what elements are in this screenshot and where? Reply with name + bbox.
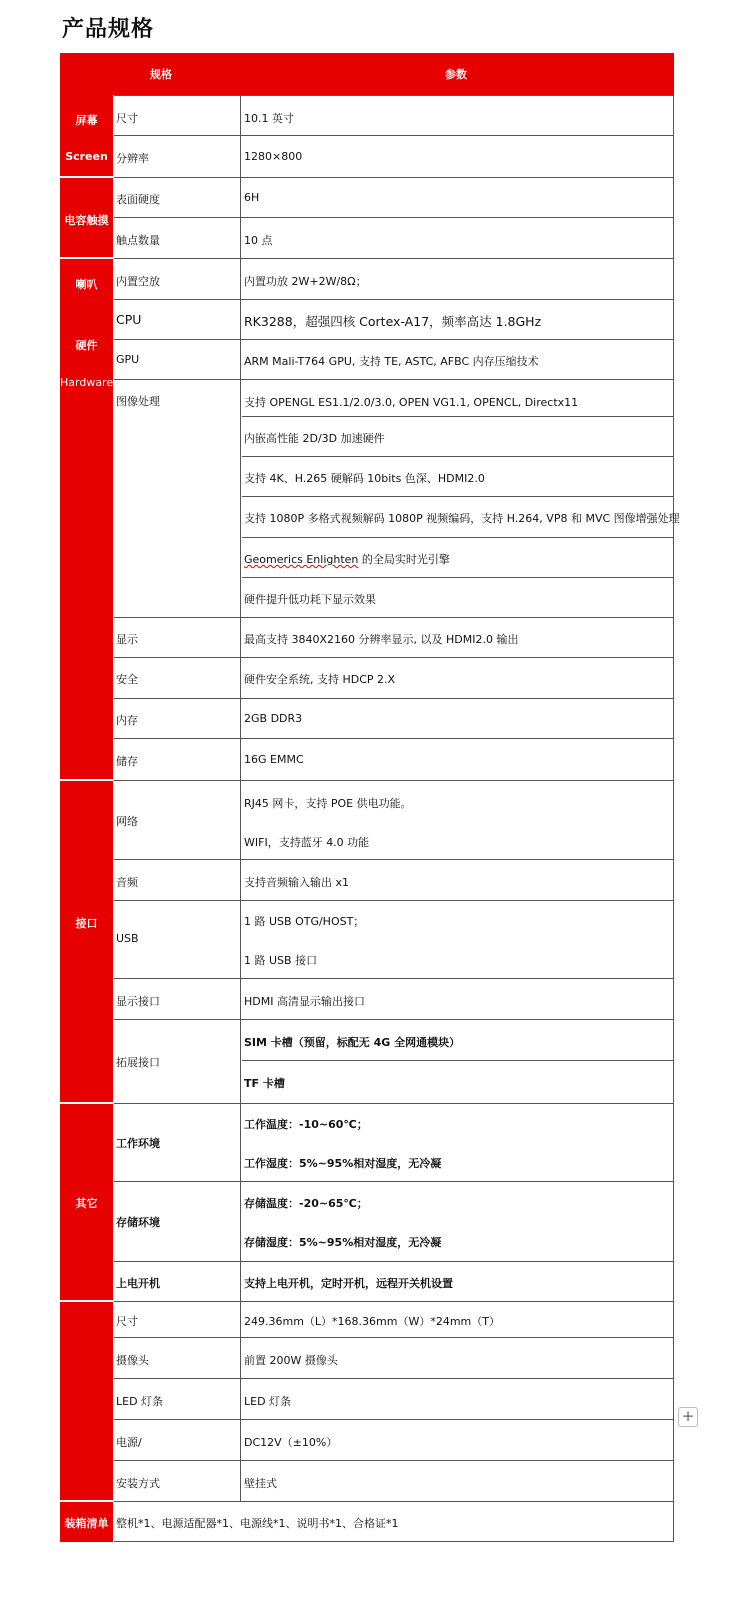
row-value: 内嵌高性能 2D/3D 加速硬件 — [244, 432, 385, 445]
row-value: 1 路 USB OTG/HOST； — [244, 915, 365, 928]
table-row — [114, 1461, 674, 1502]
row-value: 整机*1、电源适配器*1、电源线*1、说明书*1、合格证*1 — [116, 1517, 399, 1530]
row-value: ARM Mali-T764 GPU, 支持 TE, ASTC, AFBC 内存压缩技术 — [244, 355, 539, 368]
row-value: TF 卡槽 — [244, 1077, 285, 1090]
row-value: 6H — [244, 191, 260, 204]
category-screen — [60, 95, 113, 178]
row-value: 16G EMMC — [244, 753, 304, 766]
row-value-part: 的全局实时光引擎 — [358, 553, 450, 566]
category-interface-label: 接口 — [75, 917, 98, 930]
row-label: 拓展接口 — [116, 1056, 160, 1069]
table-row — [114, 658, 674, 699]
table-row — [114, 136, 674, 178]
sub-row — [242, 456, 674, 496]
row-value: 存储湿度：5%~95%相对湿度，无冷凝 — [244, 1236, 442, 1249]
row-value: LED 灯条 — [244, 1395, 292, 1408]
table-row — [114, 901, 674, 979]
row-label: 尺寸 — [116, 112, 138, 125]
table-row — [114, 1020, 674, 1104]
category-screen-en-label: Screen — [65, 150, 108, 163]
category-speaker-label: 喇叭 — [75, 278, 98, 291]
category-hardware-label: 硬件 — [75, 339, 98, 352]
row-value: 工作湿度：5%~95%相对湿度，无冷凝 — [244, 1157, 442, 1170]
add-button[interactable]: + — [678, 1407, 698, 1427]
row-value: 硬件提升低功耗下显示效果 — [244, 593, 376, 606]
table-row — [114, 1420, 674, 1461]
category-packing — [60, 1502, 113, 1542]
table-row — [114, 1104, 674, 1182]
table-row — [114, 259, 674, 300]
category-physical — [60, 1302, 113, 1502]
row-label: 储存 — [116, 755, 138, 768]
row-value: RK3288，超强四核 Cortex-A17，频率高达 1.8GHz — [244, 314, 542, 329]
row-label: 内置空放 — [116, 275, 160, 288]
row-label: 电源/ — [116, 1436, 142, 1449]
table-row — [114, 1182, 674, 1262]
table-row — [114, 618, 674, 658]
table-row — [114, 1379, 674, 1420]
table-row — [114, 979, 674, 1020]
row-value: SIM 卡槽（预留，标配无 4G 全网通模块） — [244, 1036, 461, 1049]
category-other-label: 其它 — [75, 1197, 98, 1210]
row-value: 支持音频输入输出 x1 — [244, 876, 350, 889]
row-value: DC12V（±10%） — [244, 1436, 338, 1449]
table-row — [114, 300, 674, 340]
row-value: 前置 200W 摄像头 — [244, 1354, 338, 1367]
row-label: 音频 — [116, 876, 138, 889]
table-row — [114, 340, 674, 380]
row-value: WIFI，支持蓝牙 4.0 功能 — [244, 836, 370, 849]
category-hardware — [60, 259, 113, 781]
row-value: 10 点 — [244, 234, 273, 247]
row-label: 表面硬度 — [116, 193, 160, 206]
row-label: 摄像头 — [116, 1354, 149, 1367]
table-row — [114, 1262, 674, 1302]
header-spec: 规格 — [150, 68, 172, 81]
category-screen-label: 屏幕 — [75, 114, 98, 127]
row-label: 内存 — [116, 714, 138, 727]
table-row — [114, 699, 674, 739]
row-label: 网络 — [116, 815, 138, 828]
row-value: 2GB DDR3 — [244, 712, 303, 725]
row-value: 1280×800 — [244, 150, 303, 163]
category-touch-label: 电容触摸 — [64, 214, 109, 227]
table-row — [114, 860, 674, 901]
row-label: 触点数量 — [116, 234, 160, 247]
row-label: 存储环境 — [116, 1216, 160, 1229]
table-row — [114, 1338, 674, 1379]
row-value: HDMI 高清显示输出接口 — [244, 995, 365, 1008]
row-value: 1 路 USB 接口 — [244, 954, 318, 967]
row-label: LED 灯条 — [116, 1395, 164, 1408]
table-row — [114, 739, 674, 781]
table-row — [114, 380, 680, 618]
row-value — [244, 551, 450, 567]
row-value: 内置功放 2W+2W/8Ω； — [244, 275, 367, 288]
table-row — [114, 218, 674, 259]
row-label: 显示 — [116, 633, 138, 646]
row-value: 10.1 英寸 — [244, 112, 294, 125]
category-interface — [60, 781, 113, 1104]
header-param: 参数 — [445, 68, 467, 81]
category-other — [60, 1104, 113, 1302]
table-header — [60, 53, 674, 95]
row-value: 壁挂式 — [244, 1477, 277, 1490]
row-value: 最高支持 3840X2160 分辨率显示, 以及 HDMI2.0 输出 — [244, 633, 519, 646]
row-value: 支持 OPENGL ES1.1/2.0/3.0, OPEN VG1.1, OPENCL, Directx11 — [244, 396, 579, 409]
sub-row — [242, 1060, 674, 1104]
row-value: 工作温度：-10~60℃； — [244, 1118, 368, 1131]
table-row — [114, 178, 674, 218]
row-label: 图像处理 — [116, 395, 160, 408]
row-label: GPU — [116, 353, 140, 366]
sub-row — [242, 537, 674, 577]
category-hardware-en-label: Hardware — [60, 376, 114, 389]
row-value: 支持 4K、H.265 硬解码 10bits 色深、HDMI2.0 — [244, 472, 485, 485]
row-label: 分辨率 — [116, 152, 149, 165]
row-value: 支持 1080P 多格式视频解码 1080P 视频编码，支持 H.264, VP8 和 MVC 图像增强处理 — [244, 512, 680, 525]
sub-row — [242, 416, 674, 456]
row-label: CPU — [116, 312, 142, 327]
row-value: 249.36mm（L）*168.36mm（W）*24mm（T） — [244, 1315, 500, 1328]
row-value: 支持上电开机，定时开机，远程开关机设置 — [244, 1277, 453, 1290]
category-touch — [60, 178, 113, 259]
row-value: 硬件安全系统, 支持 HDCP 2.X — [244, 673, 396, 686]
table-row — [114, 1302, 674, 1338]
page-title: 产品规格 — [62, 17, 155, 42]
row-label: 上电开机 — [116, 1277, 160, 1290]
row-label: USB — [116, 932, 139, 945]
sub-row — [242, 496, 680, 537]
row-value-part: Geomerics Enlighten — [244, 553, 359, 566]
row-label: 尺寸 — [116, 1315, 138, 1328]
row-value: 存储温度：-20~65℃； — [244, 1197, 368, 1210]
table-row — [114, 781, 674, 860]
row-label: 显示接口 — [116, 995, 160, 1008]
row-label: 安装方式 — [116, 1477, 160, 1490]
row-label: 安全 — [116, 673, 138, 686]
category-packing-label: 装箱清单 — [64, 1517, 109, 1530]
row-value: RJ45 网卡，支持 POE 供电功能。 — [244, 797, 412, 810]
sub-row — [242, 577, 674, 618]
table-row — [114, 1502, 674, 1542]
row-label: 工作环境 — [116, 1137, 160, 1150]
table-row — [114, 95, 674, 136]
